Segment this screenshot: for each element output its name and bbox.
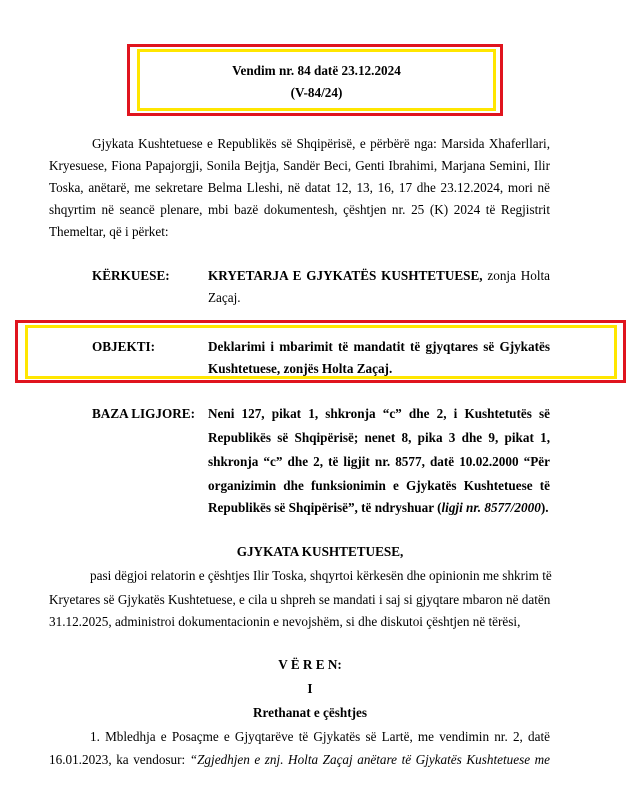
baza-line-2: Republikës së Shqipërisë; nenet 8, pika 3 dhe 9, pikat 1, bbox=[208, 430, 550, 445]
intro-line-5: Themeltar, që i përket: bbox=[49, 224, 169, 239]
kerkuese-value-line-1 bbox=[208, 268, 550, 284]
court-line-1: pasi dëgjoi relatorin e çështjes Ilir Toska, shqyrtoi kërkesën dhe opinionin me shkrim të bbox=[90, 568, 552, 583]
baza-last-normal: të ndryshuar ( bbox=[361, 500, 442, 515]
baza-line-1: Neni 127, pikat 1, shkronja “c” dhe 2, i Kushtetutës së bbox=[208, 406, 550, 421]
intro-line-4: shqyrtim në seancë plenare, mbi bazë dokumentesh, çështjen nr. 25 (K) 2024 të Regjistrit bbox=[49, 202, 550, 217]
baza-label: BAZA LIGJORE: bbox=[92, 406, 195, 421]
veren-heading: V Ë R E N: bbox=[278, 657, 342, 672]
baza-line-5 bbox=[208, 500, 549, 516]
header-highlight-yellow bbox=[137, 49, 496, 111]
court-line-2: Kryetares së Gjykatës Kushtetuese, e cila u shpreh se mandati i saj si gjyqtare mbaron në datën bbox=[49, 592, 551, 607]
baza-line-4: organizimin dhe funksionimin e Gjykatës Kushtetuese të bbox=[208, 478, 550, 493]
baza-line-3: shkronja “c” dhe 2, të ligjit nr. 8577, datë 10.02.2000 “Për bbox=[208, 454, 550, 469]
court-heading: GJYKATA KUSHTETUESE, bbox=[236, 544, 404, 559]
kerkuese-value-line-2: Zaçaj. bbox=[208, 290, 241, 305]
intro-line-1: Gjykata Kushtetuese e Republikës së Shqipërisë, e përbërë nga: Marsida Xhaferllari, bbox=[92, 136, 550, 151]
para1-line-1: 1. Mbledhja e Posaçme e Gjyqtarëve të Gjykatës së Lartë, me vendimin nr. 2, datë bbox=[90, 729, 550, 744]
baza-last-end: ). bbox=[540, 500, 549, 515]
court-line-3: 31.12.2025, administroi dokumentacionin e nevojshëm, si dhe diskutoi çështjen në tërësi, bbox=[49, 614, 521, 629]
objekti-label: OBJEKTI: bbox=[92, 339, 156, 354]
kerkuese-label: KËRKUESE: bbox=[92, 268, 170, 283]
baza-law-citation: ligji nr. 8577/2000 bbox=[441, 500, 541, 515]
intro-line-2: Kryesuese, Fiona Papajorgji, Sonila Bejtja, Sandër Beci, Genti Ibrahimi, Marjana Semini, Ilir bbox=[49, 158, 550, 173]
section-roman-numeral: I bbox=[307, 681, 313, 696]
para1-line-2 bbox=[49, 752, 550, 768]
section-subheading: Rrethanat e çështjes bbox=[252, 705, 368, 720]
objekti-line-1: Deklarimi i mbarimit të mandatit të gjyqtares së Gjykatës bbox=[208, 339, 550, 354]
decision-title: Vendim nr. 84 datë 23.12.2024 bbox=[232, 63, 401, 78]
para1-quote: “Zgjedhjen e znj. Holta Zaçaj anëtare të Gjykatës Kushtetuese me bbox=[189, 752, 550, 767]
decision-code: (V-84/24) bbox=[290, 85, 343, 100]
baza-last-pre: Republikës së Shqipërisë”, bbox=[208, 500, 362, 515]
objekti-line-2: Kushtetuese, zonjës Holta Zaçaj. bbox=[208, 361, 393, 376]
para1-line2-pre: 16.01.2023, ka vendosur: bbox=[49, 752, 190, 767]
kerkuese-rest: zonja Holta bbox=[482, 268, 551, 283]
kerkuese-name: KRYETARJA E GJYKATËS KUSHTETUESE, bbox=[208, 268, 483, 283]
intro-line-3: Toska, anëtarë, me sekretare Belma Lleshi, në datat 12, 13, 16, 17 dhe 23.12.2024, mori në bbox=[49, 180, 550, 195]
